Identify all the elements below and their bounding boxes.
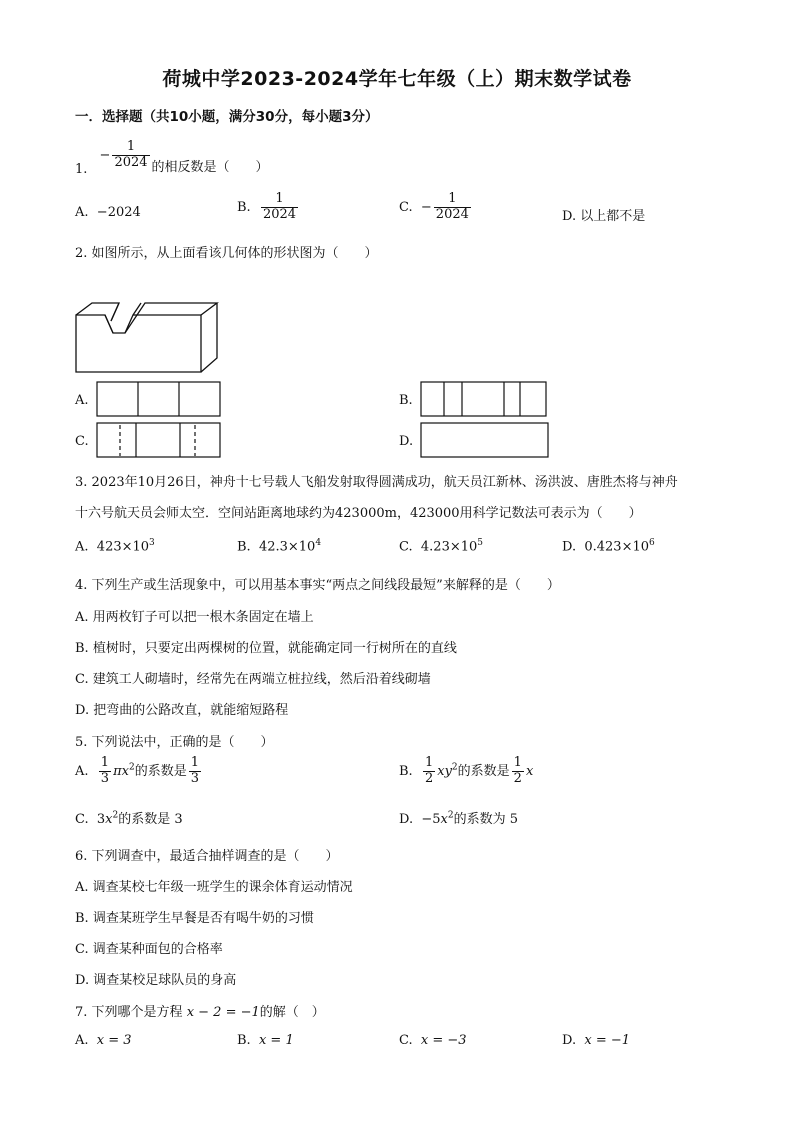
q3-option-c: C. $4.23\times 10^5$ <box>399 538 484 555</box>
section-heading: 一．选择题（共10小题，满分30分，每小题3分） <box>75 109 379 125</box>
q3-option-b: B. $42.3\times 10^4$ <box>237 538 322 555</box>
q3-option-d: D. $0.423\times 10^6$ <box>562 538 655 555</box>
q3-option-a: A. $423\times 10^3$ <box>75 538 155 555</box>
q1-number: 1. <box>75 161 88 177</box>
q7-option-a: A. x = 3 <box>75 1033 132 1048</box>
q1-option-b: B. $\frac{1}{2024}$ <box>237 191 297 222</box>
page-title: 荷城中学2023-2024学年七年级（上）期末数学试卷 <box>162 68 632 90</box>
q5-option-a: A. $\frac{1}{3}$ $\pi x^2$的系数是 $\frac{1}{3}$ <box>75 755 199 786</box>
q1-option-a: A. −2024 <box>75 205 141 220</box>
q2-solid-figure <box>75 300 220 375</box>
q4-option-a: A. 用两枚钉子可以把一根木条固定在墙上 <box>75 610 314 625</box>
q7-equation: x − 2 = −1 <box>186 1005 260 1020</box>
q2-stem: 2. 如图所示，从上面看该几何体的形状图为（ ） <box>75 246 378 261</box>
q4-option-d: D. 把弯曲的公路改直，就能缩短路程 <box>75 703 289 718</box>
q2-option-d-shape <box>420 422 550 459</box>
q3-stem-line1: 3. 2023年10月26日，神舟十七号载人飞船发射取得圆满成功，航天员江新林、汤洪波、唐胜杰将与神舟 <box>75 475 678 490</box>
q6-option-d: D. 调查某校足球队员的身高 <box>75 973 237 988</box>
q5-option-d: D. $-5x^2$的系数为 5 <box>399 810 519 827</box>
q6-option-a: A. 调查某校七年级一班学生的课余体育运动情况 <box>75 880 353 895</box>
q7-stem: 7. 下列哪个是方程 x − 2 = −1的解（ ） <box>75 1005 325 1020</box>
q4-stem: 4. 下列生产或生活现象中，可以用基本事实“两点之间线段最短”来解释的是（ ） <box>75 578 560 593</box>
q5-option-c: C. $3x^2$的系数是 3 <box>75 810 183 827</box>
q2-option-d-label: D. <box>399 434 414 449</box>
q2-option-c-shape <box>96 422 222 459</box>
q6-stem: 6. 下列调查中，最适合抽样调查的是（ ） <box>75 849 339 864</box>
q6-option-b: B. 调查某班学生早餐是否有喝牛奶的习惯 <box>75 911 314 926</box>
q7-option-b: B. x = 1 <box>237 1033 294 1048</box>
q2-option-a-label: A. <box>75 393 89 408</box>
q2-option-c-label: C. <box>75 434 89 449</box>
q5-option-b: B. $\frac{1}{2}$ $xy^2$的系数是 $\frac{1}{2}$ x <box>399 755 534 786</box>
q1-fraction: $\frac{1}{2024}$ <box>114 139 148 170</box>
q1-stem-text: 的相反数是（ ） <box>151 159 269 175</box>
q2-option-b-label: B. <box>399 393 413 408</box>
q7-option-d: D. x = −1 <box>562 1033 631 1048</box>
q6-option-c: C. 调查某种面包的合格率 <box>75 942 223 957</box>
q4-option-b: B. 植树时，只要定出两棵树的位置，就能确定同一行树所在的直线 <box>75 641 457 656</box>
q2-option-a-shape <box>96 381 222 418</box>
q4-option-c: C. 建筑工人砌墙时，经常先在两端立桩拉线，然后沿着线砌墙 <box>75 672 431 687</box>
q2-option-b-shape <box>420 381 548 418</box>
q5-stem: 5. 下列说法中，正确的是（ ） <box>75 735 274 750</box>
q7-option-c: C. x = −3 <box>399 1033 467 1048</box>
q1-option-d: D. 以上都不是 <box>562 209 646 224</box>
q1-stem: 1. − $\frac{1}{2024}$ 的相反数是（ ） <box>75 139 269 177</box>
q1-option-c: C. − $\frac{1}{2024}$ <box>399 191 469 222</box>
q3-stem-line2: 十六号航天员会师太空．空间站距离地球约为423000m，423000用科学记数法可表示为（ ） <box>75 506 642 521</box>
